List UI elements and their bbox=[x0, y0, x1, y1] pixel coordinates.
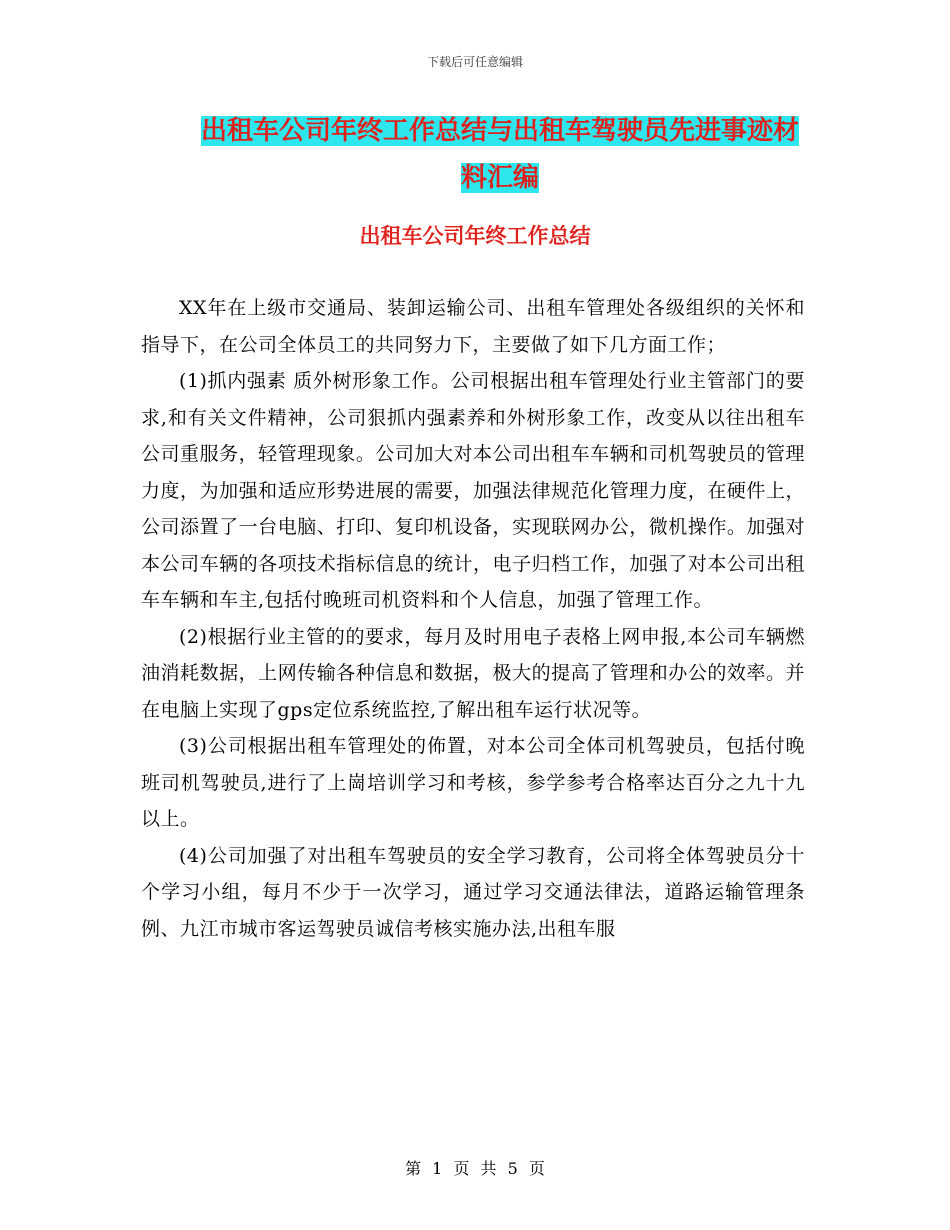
page-header-note: 下载后可任意编辑 bbox=[426, 55, 523, 69]
paragraph: XX年在上级市交通局、装卸运输公司、出租车管理处各级组织的关怀和指导下，在公司全体员工的共同努力下，主要做了如下几方面工作； bbox=[141, 297, 805, 356]
document-title-line-2: 料汇编 bbox=[460, 163, 539, 193]
paragraph: (3)公司根据出租车管理处的佈置，对本公司全体司机驾驶员，包括付晚班司机驾驶员,进行了上崗培训学习和考核，参学参考合格率达百分之九十九以上。 bbox=[141, 735, 805, 830]
document-title-line-1: 出租车公司年终工作总结与出租车驾驶员先进事迹材 bbox=[200, 116, 799, 146]
paragraph: (1)抓内强素 质外树形象工作。公司根据出租车管理处行业主管部门的要求,和有关文件精神，公司狠抓内强素养和外树形象工作，改变从以往出租车公司重服务，轻管理现象。公司加大对本公司出租车车辆和司机驾驶员的管理力度，为加强和适应形势进展的需要，加强法律规范化管理力度，在硬件上，公司添置了一台电脑、打印、复印机设备，实现联网办公，微机操作。加强对本公司车辆的各项技术指标信息的统计，电子归档工作，加强了对本公司出租车车辆和车主,包括付晚班司机资料和个人信息，加强了管理工作。 bbox=[141, 370, 805, 611]
page-number: 第 1 页 共 5 页 bbox=[405, 1159, 545, 1178]
paragraph: (2)根据行业主管的的要求，每月及时用电子表格上网申报,本公司车辆燃油消耗数据，上网传输各种信息和数据，极大的提高了管理和办公的效率。并在电脑上实现了gps定位系统监控,了解出租车运行状况等。 bbox=[141, 625, 805, 721]
document-body bbox=[141, 290, 805, 947]
paragraph: (4)公司加强了对出租车驾驶员的安全学习教育，公司将全体驾驶员分十个学习小组，每月不少于一次学习，通过学习交通法律法，道路运输管理条例、九江市城市客运驾驶员诚信考核实施办法,出租车服 bbox=[141, 844, 805, 940]
document-title bbox=[195, 108, 805, 202]
section-title: 出租车公司年终工作总结 bbox=[359, 224, 591, 248]
